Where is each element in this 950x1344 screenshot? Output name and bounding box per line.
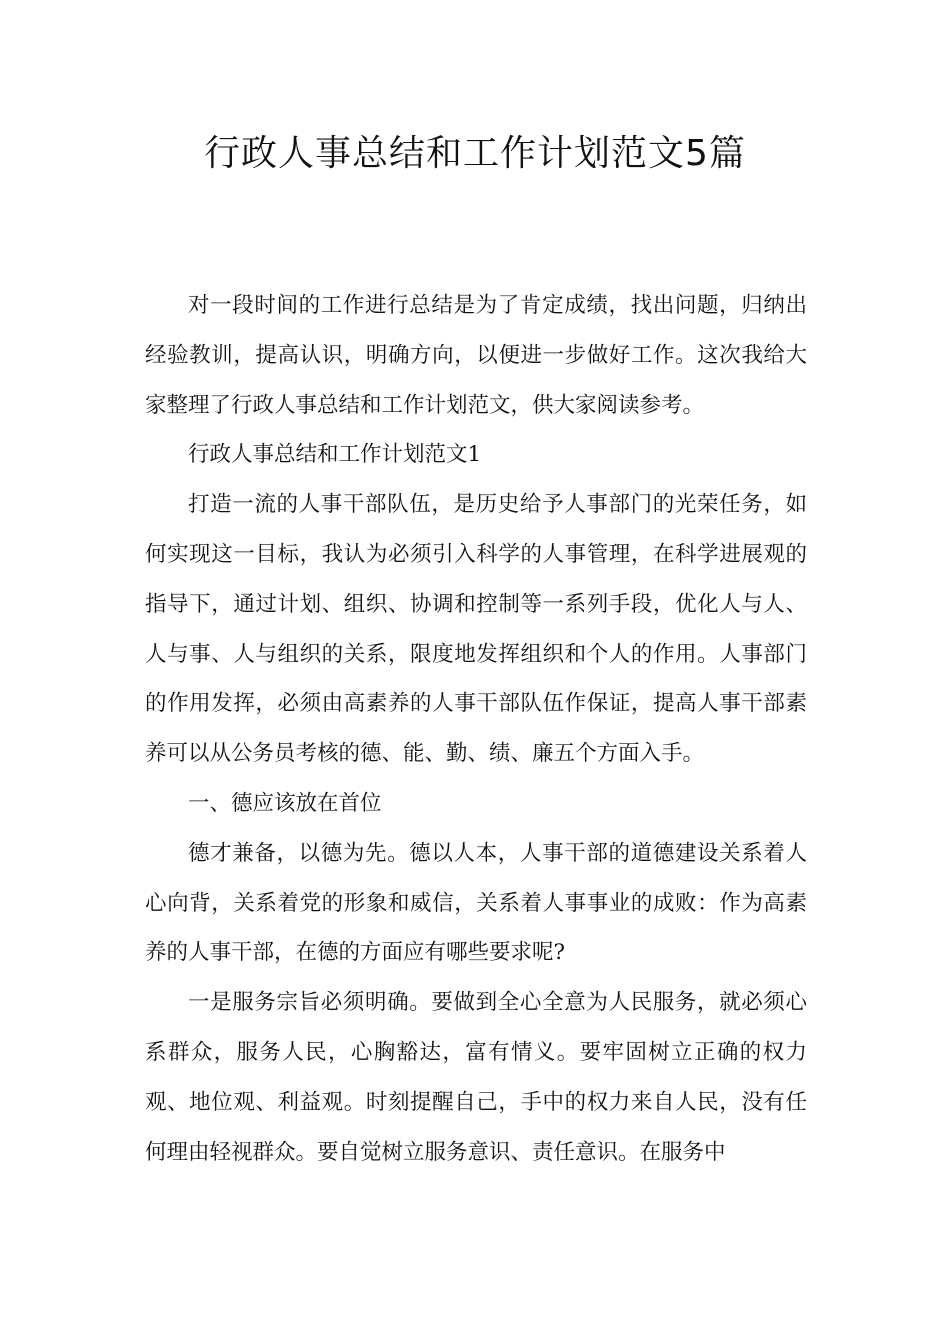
- section-heading-sample-1: 行政人事总结和工作计划范文1: [188, 442, 482, 468]
- body-paragraph: 德才兼备，以德为先。德以人本，人事干部的道德建设关系着人心向背，关系着党的形象和威信，关系着人事事业的成败：作为高素养的人事干部，在德的方面应有哪些要求呢?: [145, 840, 807, 966]
- document-title: 行政人事总结和工作计划范文5篇: [204, 133, 746, 174]
- section-heading-morality: 一、德应该放在首位: [188, 790, 382, 816]
- body-paragraph: 一是服务宗旨必须明确。要做到全心全意为人民服务，就必须心系群众，服务人民，心胸豁达，富有情义。要牢固树立正确的权力观、地位观、利益观。时刻提醒自己，手中的权力来自人民，没有任何理由轻视群众。要自觉树立服务意识、责任意识。在服务中: [145, 990, 807, 1165]
- body-paragraph: 打造一流的人事干部队伍，是历史给予人事部门的光荣任务，如何实现这一目标，我认为必须引入科学的人事管理，在科学进展观的指导下，通过计划、组织、协调和控制等一系列手段，优化人与人、人与事、人与组织的关系，限度地发挥组织和个人的作用。人事部门的作用发挥，必须由高素养的人事干部队伍作保证，提高人事干部素养可以从公务员考核的德、能、勤、绩、廉五个方面入手。: [145, 492, 807, 767]
- intro-paragraph: 对一段时间的工作进行总结是为了肯定成绩，找出问题，归纳出经验教训，提高认识，明确方向，以便进一步做好工作。这次我给大家整理了行政人事总结和工作计划范文，供大家阅读参考。: [145, 293, 807, 418]
- document-body: [145, 281, 807, 1177]
